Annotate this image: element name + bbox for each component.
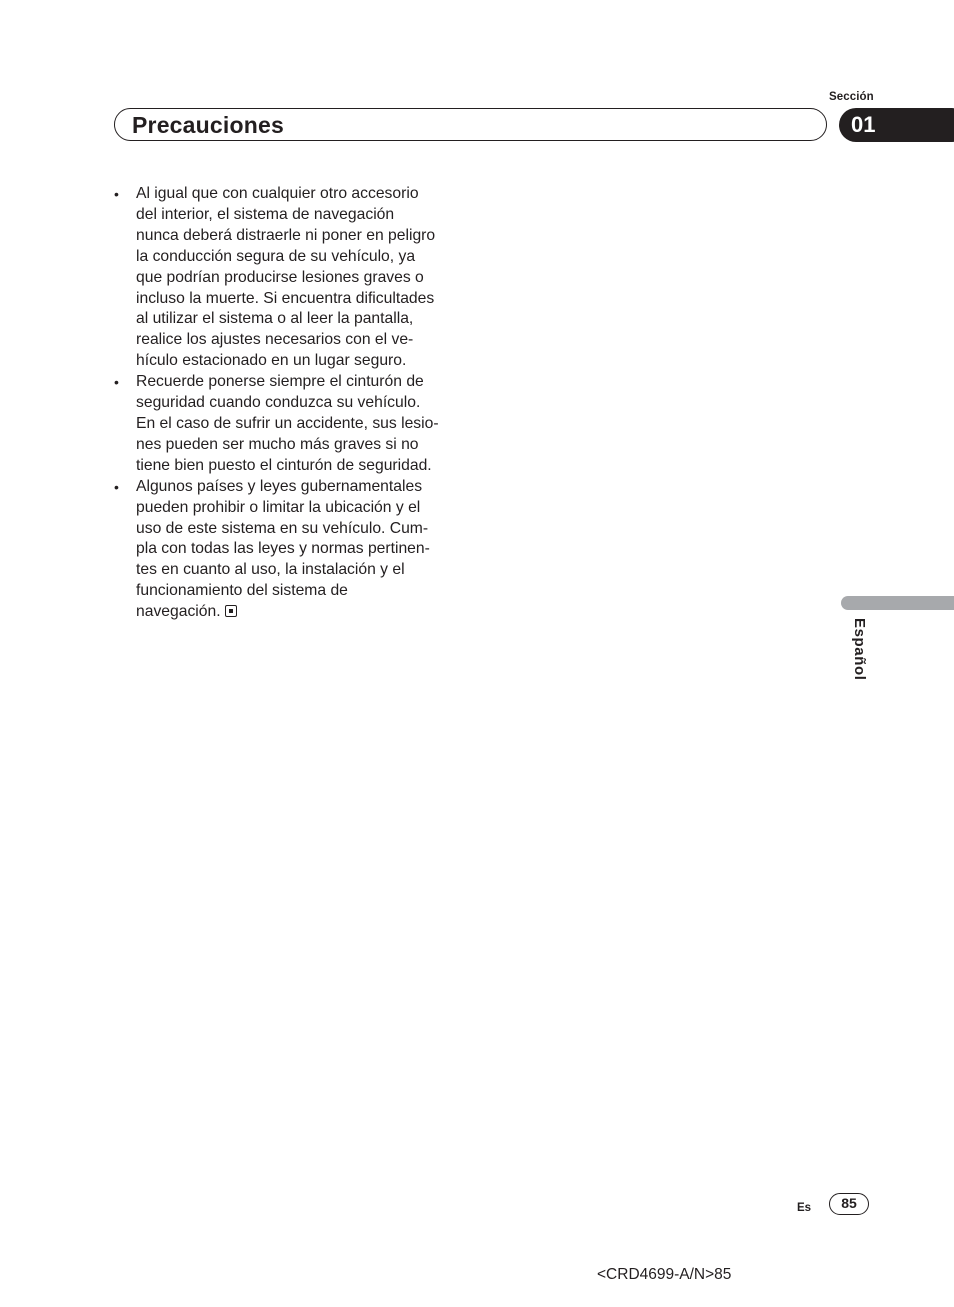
line: incluso la muerte. Si encuentra dificultades xyxy=(136,289,435,307)
line: navegación. xyxy=(136,603,221,621)
list-item xyxy=(114,184,464,372)
line: tes en cuanto al uso, la instalación y el xyxy=(136,561,405,579)
language-label: Español xyxy=(851,618,868,681)
line: realice los ajustes necesarios con el ve- xyxy=(136,331,414,349)
title-bar xyxy=(114,108,827,141)
line: al utilizar el sistema o al leer la pantalla, xyxy=(136,310,414,328)
section-number: 01 xyxy=(851,112,876,137)
list-item xyxy=(114,372,464,477)
bullet-list xyxy=(114,184,464,623)
line: que podrían producirse lesiones graves o xyxy=(136,268,424,286)
page-title: Precauciones xyxy=(132,112,284,138)
line: la conducción segura de su vehículo, ya xyxy=(136,247,416,265)
line: pla con todas las leyes y normas pertinen- xyxy=(136,540,430,558)
page-number: 85 xyxy=(829,1193,869,1215)
section-label: Sección xyxy=(829,91,874,103)
line: seguridad cuando conduzca su vehículo. xyxy=(136,394,421,412)
language-code: Es xyxy=(797,1202,812,1214)
section-tab xyxy=(839,108,954,142)
line: hículo estacionado en un lugar seguro. xyxy=(136,352,407,370)
line: En el caso de sufrir un accidente, sus lesio- xyxy=(136,414,439,432)
line: funcionamiento del sistema de xyxy=(136,582,348,600)
line: Algunos países y leyes gubernamentales xyxy=(136,477,423,495)
bullet-icon: • xyxy=(114,186,119,202)
bullet-icon: • xyxy=(114,478,119,495)
language-tab xyxy=(841,596,954,610)
line: pueden prohibir o limitar la ubicación y el xyxy=(136,498,421,516)
bullet-icon: • xyxy=(114,374,119,391)
line: uso de este sistema en su vehículo. Cum- xyxy=(136,519,429,537)
line: nes pueden ser mucho más graves si no xyxy=(136,435,419,453)
end-of-section-icon xyxy=(225,605,237,617)
line: Recuerde ponerse siempre el cinturón de xyxy=(136,373,424,391)
line: del interior, el sistema de navegación xyxy=(136,205,395,223)
line: tiene bien puesto el cinturón de seguridad. xyxy=(136,456,432,474)
line: Al igual que con cualquier otro accesorio xyxy=(136,185,419,202)
list-item xyxy=(114,477,464,623)
document-code: <CRD4699-A/N>85 xyxy=(597,1266,732,1283)
line: nunca deberá distraerle ni poner en peligro xyxy=(136,226,436,244)
